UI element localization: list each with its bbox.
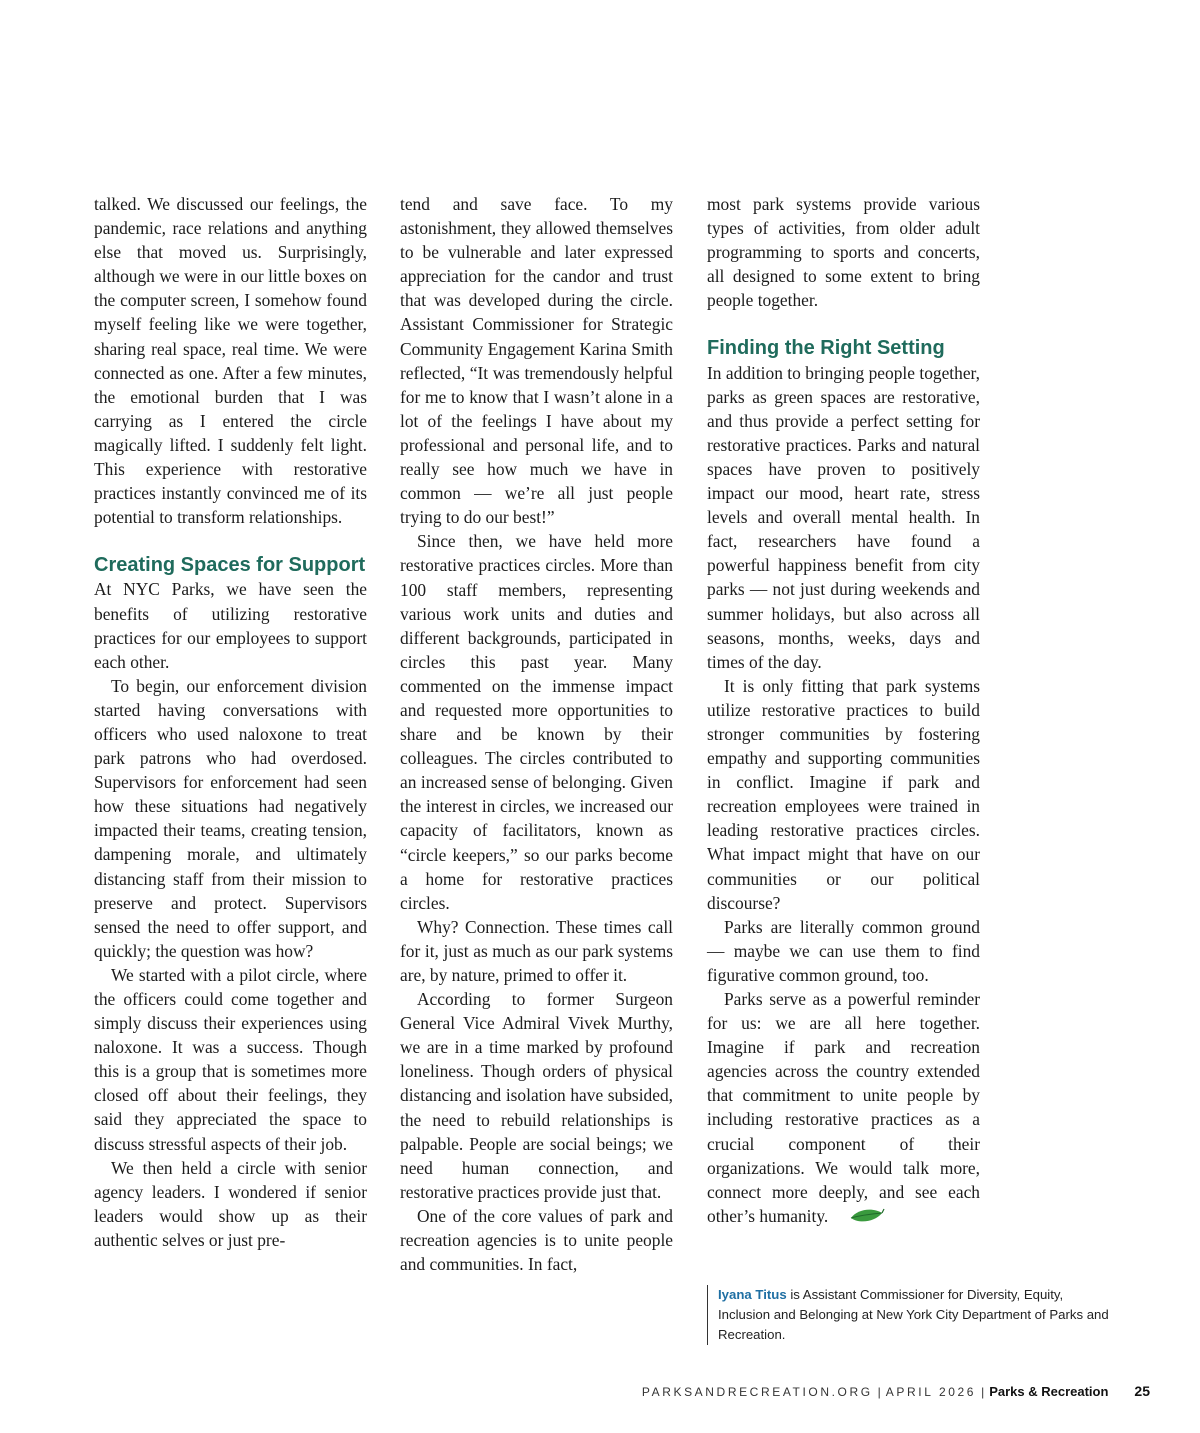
paragraph-text: Parks serve as a powerful reminder for us: we are all here together. Imagine if park and recreation agencies across the country extended that commitment to unite people by including restorative practices as a crucial component of their organizations. We would talk more, connect more deeply, and see each other’s humanity. bbox=[707, 989, 980, 1226]
paragraph: In addition to bringing people together, parks as green spaces are restorative, and thus provide a perfect setting for restorative practices. Parks and natural spaces have proven to positively impact our mood, heart rate, stress levels and overall mental health. In fact, researchers have found a powerful happiness benefit from city parks — not just during weekends and summer holidays, but also across all seasons, months, weeks, days and times of the day. bbox=[707, 362, 980, 672]
paragraph: talked. We discussed our feelings, the pandemic, race relations and anything else that moved us. Surprisingly, although we were in our little boxes on the computer screen, I somehow found myself feeling like we were together, sharing real space, real time. We were connected as one. After a few minutes, the emotional burden that I was carrying as I entered the circle magically lifted. I suddenly felt light. This experience with restorative practices instantly convinced me of its potential to transform relationships. bbox=[94, 194, 367, 528]
paragraph: At NYC Parks, we have seen the benefits of utilizing restorative practices for our employees to support each other. bbox=[94, 579, 367, 672]
author-bio-text: is Assistant Commissioner for Diversity, Equity, Inclusion and Belonging at New York City Department of Parks and Recreation. bbox=[718, 1287, 1109, 1342]
leaf-icon bbox=[832, 1207, 868, 1225]
footer-separator: | bbox=[981, 1385, 985, 1399]
article-column-2 bbox=[400, 192, 673, 1276]
page-number: 25 bbox=[1134, 1383, 1150, 1399]
paragraph: We then held a circle with senior agency leaders. I wondered if senior leaders would show up as their authentic selves or just pre- bbox=[94, 1157, 367, 1250]
article-column-3 bbox=[707, 192, 980, 1228]
paragraph: Parks are literally common ground — maybe we can use them to find figurative common ground, too. bbox=[707, 916, 980, 985]
section-heading-creating-spaces: Creating Spaces for Support bbox=[94, 554, 366, 577]
article-column-1 bbox=[94, 192, 367, 1252]
paragraph: To begin, our enforcement division started having conversations with officers who used naloxone to treat park patrons who had overdosed. Supervisors for enforcement had seen how these situations had negatively impacted their teams, creating tension, dampening morale, and ultimately distancing staff from their mission to preserve and protect. Supervisors sensed the need to offer support, and quickly; the question was how? bbox=[94, 675, 367, 961]
final-paragraph bbox=[707, 987, 980, 1228]
paragraph: One of the core values of park and recreation agencies is to unite people and communities. In fact, bbox=[400, 1205, 673, 1275]
author-bio bbox=[707, 1285, 1110, 1345]
paragraph: Since then, we have held more restorative practices circles. More than 100 staff members, representing various work units and duties and different backgrounds, participated in circles this past year. Many commented on the immense impact and requested more opportunities to share and be known by their colleagues. The circles contributed to an increased sense of belonging. Given the interest in circles, we increased our capacity of facilitators, known as “circle keepers,” so our parks become a home for restorative practices circles. bbox=[400, 531, 673, 913]
paragraph: It is only fitting that park systems utilize restorative practices to build stronger communities by fostering empathy and supporting communities in conflict. Imagine if park and recreation employees were trained in leading restorative practices circles. What impact might that have on our communities or our political discourse? bbox=[707, 675, 980, 913]
section-heading-finding-setting: Finding the Right Setting bbox=[707, 337, 945, 360]
paragraph: We started with a pilot circle, where the officers could come together and simply discuss their experiences using naloxone. It was a success. Though this is a group that is sometimes more closed off about their feelings, they said they appreciated the space to discuss stressful aspects of their job. bbox=[94, 964, 367, 1154]
footer-magazine: Parks & Recreation bbox=[989, 1384, 1109, 1399]
author-name: Iyana Titus bbox=[718, 1287, 787, 1302]
page-footer bbox=[642, 1383, 1150, 1399]
footer-separator: | bbox=[877, 1385, 881, 1399]
footer-date: APRIL 2026 bbox=[885, 1385, 977, 1399]
paragraph: Why? Connection. These times call for it, just as much as our park systems are, by nature, primed to offer it. bbox=[400, 916, 673, 985]
paragraph: most park systems provide various types of activities, from older adult programming to sports and concerts, all designed to some extent to bring people together. bbox=[707, 194, 980, 311]
paragraph: tend and save face. To my astonishment, they allowed themselves to be vulnerable and later expressed appreciation for the candor and trust that was developed during the circle. Assistant Commissioner for Strategic Community Engagement Karina Smith reflected, “It was tremendously helpful for me to know that I wasn’t alone in a lot of the feelings I have about my professional and personal life, and to really see how much we have in common — we’re all just people trying to do our best!” bbox=[400, 194, 673, 528]
footer-site: PARKSANDRECREATION.ORG bbox=[641, 1385, 873, 1399]
paragraph: According to former Surgeon General Vice Admiral Vivek Murthy, we are in a time marked by profound loneliness. Though orders of physical distancing and isolation have subsided, the need to rebuild relationships is palpable. People are social beings; we need human connection, and restorative practices provide just that. bbox=[400, 989, 673, 1202]
